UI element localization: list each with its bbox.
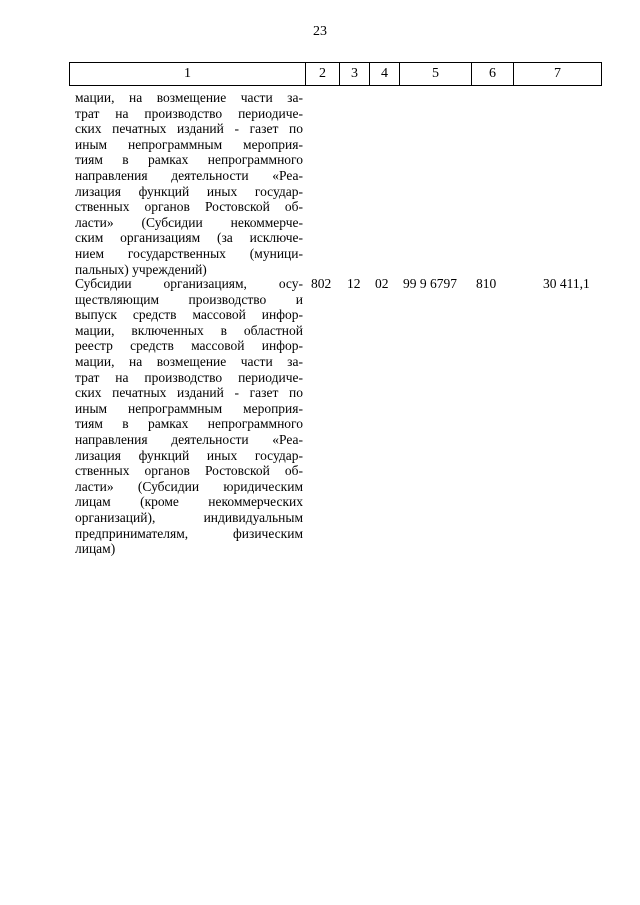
row-text-line: предпринимателям, физическим bbox=[75, 525, 303, 541]
row-text-line: ственных органов Ростовской об- bbox=[75, 463, 303, 479]
header-col-2: 2 bbox=[306, 63, 340, 86]
header-col-3: 3 bbox=[340, 63, 370, 86]
row-text-line: иным непрограммным мероприя- bbox=[75, 400, 303, 416]
row-text-line: ществляющим производство и bbox=[75, 291, 303, 307]
header-col-1: 1 bbox=[70, 63, 306, 86]
cell-col4: 02 bbox=[375, 276, 389, 291]
row-text-line: мации, на возмещение части за- bbox=[75, 90, 303, 105]
row-text-line: направления деятельности «Реа- bbox=[75, 431, 303, 447]
cell-col2: 802 bbox=[311, 276, 332, 291]
table-row-continuation bbox=[75, 90, 303, 277]
page-number: 23 bbox=[313, 24, 327, 39]
row-text-line: трат на производство периодиче- bbox=[75, 105, 303, 121]
cell-col6: 810 bbox=[476, 276, 497, 291]
cell-col5: 99 9 6797 bbox=[403, 276, 457, 291]
row-text-line: ственных органов Ростовской об- bbox=[75, 199, 303, 215]
row-text-line: направления деятельности «Реа- bbox=[75, 167, 303, 183]
row-text-line: трат на производство периодиче- bbox=[75, 369, 303, 385]
row-text-line: лицам (кроме некоммерческих bbox=[75, 494, 303, 510]
header-col-4: 4 bbox=[370, 63, 400, 86]
row-text-line: тиям в рамках непрограммного bbox=[75, 416, 303, 432]
row-text-line: тиям в рамках непрограммного bbox=[75, 152, 303, 168]
table-header bbox=[69, 62, 602, 86]
row-text-line: ласти» (Субсидии некоммерче- bbox=[75, 214, 303, 230]
header-col-6: 6 bbox=[472, 63, 514, 86]
row-text-line: нием государственных (муници- bbox=[75, 245, 303, 261]
row-text-line: организаций), индивидуальным bbox=[75, 509, 303, 525]
table-row-subsidy bbox=[75, 276, 303, 557]
cell-col7: 30 411,1 bbox=[543, 276, 590, 291]
row-text-line: мации, включенных в областной bbox=[75, 322, 303, 338]
row-text-line: ских печатных изданий - газет по bbox=[75, 121, 303, 137]
row-text-line: лизация функций иных государ- bbox=[75, 183, 303, 199]
row-text-line: ласти» (Субсидии юридическим bbox=[75, 478, 303, 494]
row-text-line: Субсидии организациям, осу- bbox=[75, 276, 303, 291]
row-text-line: лизация функций иных государ- bbox=[75, 447, 303, 463]
row-text-line: мации, на возмещение части за- bbox=[75, 353, 303, 369]
header-col-7: 7 bbox=[514, 63, 602, 86]
row-text-line: ских печатных изданий - газет по bbox=[75, 385, 303, 401]
header-col-5: 5 bbox=[400, 63, 472, 86]
row-text-line: пальных) учреждений) bbox=[75, 261, 207, 277]
row-text-line: выпуск средств массовой инфор- bbox=[75, 307, 303, 323]
cell-col3: 12 bbox=[347, 276, 361, 291]
row-text-line: реестр средств массовой инфор- bbox=[75, 338, 303, 354]
row-text-line: ским организациям (за исключе- bbox=[75, 230, 303, 246]
row-text-line: лицам) bbox=[75, 541, 116, 557]
row-text-line: иным непрограммным мероприя- bbox=[75, 136, 303, 152]
